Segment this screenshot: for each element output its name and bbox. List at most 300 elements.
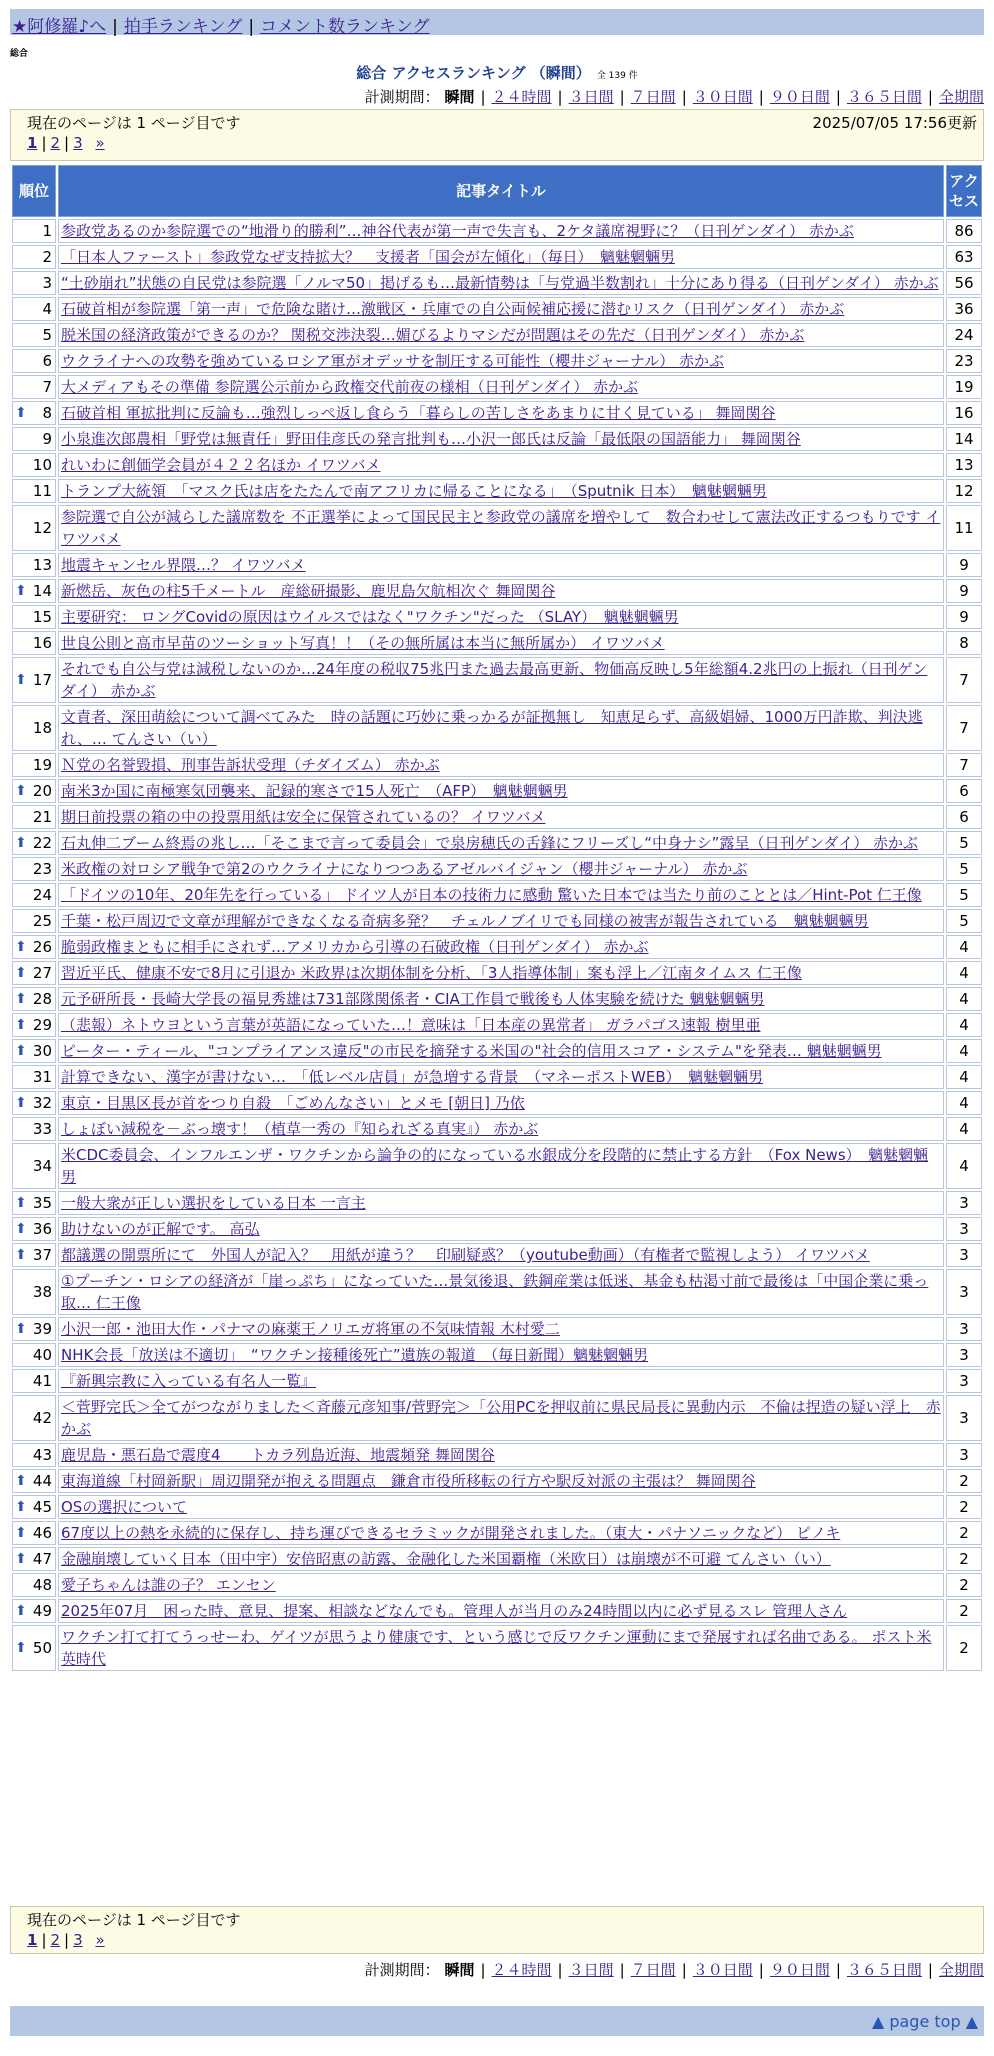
- title-cell: [58, 1625, 944, 1671]
- access-count: 4: [946, 1091, 982, 1115]
- title-cell: [58, 779, 944, 803]
- rank-cell: [12, 1443, 56, 1467]
- pager-page-2-link[interactable]: 2: [50, 1931, 61, 1949]
- article-link[interactable]: ウクライナへの攻勢を強めているロシア軍がオデッサを制圧する可能性（櫻井ジャーナル） 赤かぶ: [61, 352, 724, 370]
- table-row: [12, 961, 982, 985]
- total-count: 全 139 件: [596, 71, 638, 81]
- pager-next-link[interactable]: »: [95, 134, 105, 152]
- period-90d-link[interactable]: ９０日間: [769, 1961, 830, 1979]
- access-count: 9: [946, 605, 982, 629]
- rank-number: 41: [32, 1372, 52, 1390]
- table-row: [12, 349, 982, 373]
- period-30d-link[interactable]: ３０日間: [692, 1961, 753, 1979]
- rank-cell: [12, 1495, 56, 1519]
- table-row: [12, 805, 982, 829]
- access-count: 9: [946, 553, 982, 577]
- table-row: [12, 297, 982, 321]
- article-link[interactable]: 金融崩壊していく日本（田中宇）安倍昭恵の訪露、金融化した米国覇権（米欧日）は崩壊が不可避 てんさい（い）: [61, 1550, 831, 1568]
- rank-number: 47: [32, 1550, 52, 1568]
- rank-cell: [12, 987, 56, 1011]
- rank-up-arrow-icon: ⬆: [15, 1321, 27, 1337]
- rank-number: 10: [32, 456, 52, 474]
- period-90d-link[interactable]: ９０日間: [769, 88, 830, 106]
- article-link[interactable]: れいわに創価学会員が４２２名ほか イワツバメ: [61, 456, 381, 474]
- access-count: 24: [946, 323, 982, 347]
- article-link[interactable]: 都議選の開票所にて 外国人が記入？ 用紙が違う？ 印刷疑惑？（youtube動画）（有権者で監視しよう） イワツバメ: [61, 1246, 870, 1264]
- updated-timestamp: 2025/07/05 17:56更新: [812, 114, 977, 132]
- rank-cell: [12, 1217, 56, 1241]
- rank-number: 44: [32, 1472, 52, 1490]
- access-count: 36: [946, 297, 982, 321]
- access-count: 3: [946, 1217, 982, 1241]
- article-link[interactable]: 一般大衆が正しい選択をしている日本 一言主: [61, 1194, 366, 1212]
- rank-number: 14: [32, 582, 52, 600]
- rank-cell: [12, 1143, 56, 1189]
- title-cell: [58, 401, 944, 425]
- rank-cell: [12, 1395, 56, 1441]
- rank-number: 40: [32, 1346, 52, 1364]
- title-cell: [58, 553, 944, 577]
- title-cell: [58, 1443, 944, 1467]
- table-row: [12, 883, 982, 907]
- rank-up-arrow-icon: ⬆: [15, 672, 27, 688]
- title-cell: [58, 271, 944, 295]
- pager-text: 現在のページは 1 ページ目です: [27, 114, 241, 132]
- article-link[interactable]: 主要研究： ロングCovidの原因はウイルスではなく"ワクチン"だった （SLAY） 魑魅魍魎男: [61, 608, 679, 626]
- access-count: 4: [946, 987, 982, 1011]
- access-count: 5: [946, 909, 982, 933]
- article-link[interactable]: 愛子ちゃんは誰の子？ エンセン: [61, 1576, 276, 1594]
- access-count: 4: [946, 1143, 982, 1189]
- rank-cell: [12, 1317, 56, 1341]
- article-link[interactable]: 東海道線「村岡新駅」周辺開発が抱える問題点 鎌倉市役所移転の行方や駅反対派の主張は？ 舞岡関谷: [61, 1472, 756, 1490]
- table-row: [12, 1469, 982, 1493]
- table-row: [12, 935, 982, 959]
- rank-cell: [12, 1521, 56, 1545]
- period-7d-link[interactable]: ７日間: [630, 88, 676, 106]
- rank-number: 12: [32, 519, 52, 537]
- article-link[interactable]: ＜菅野完氏＞全てがつながりました＜斉藤元彦知事/菅野完＞「公用PCを押収前に県民局長に異動内示 不倫は捏造の疑い浮上 赤かぶ: [61, 1398, 941, 1438]
- article-link[interactable]: 参院選で自公が減らした議席数を 不正選挙によって国民民主と参政党の議席を増やして 数合わせして憲法改正するつもりです イワツバメ: [61, 508, 941, 548]
- access-count: 3: [946, 1269, 982, 1315]
- table-row: [12, 987, 982, 1011]
- access-count: 6: [946, 805, 982, 829]
- pager-page-3-link[interactable]: 3: [73, 134, 83, 152]
- article-link[interactable]: 「ドイツの10年、20年先を行っている」 ドイツ人が日本の技術力に感動 驚いた日本では当たり前のこととは／Hint-Pot 仁王像: [61, 886, 922, 904]
- title-cell: [58, 453, 944, 477]
- article-link[interactable]: NHK会長「放送は不適切」 “ワクチン接種後死亡”遺族の報道 （毎日新聞）魑魅魍魎男: [61, 1346, 649, 1364]
- title-cell: [58, 579, 944, 603]
- rank-cell: [12, 631, 56, 655]
- title-cell: [58, 1317, 944, 1341]
- rank-up-arrow-icon: ⬆: [15, 1640, 27, 1656]
- access-count: 3: [946, 1317, 982, 1341]
- rank-cell: [12, 553, 56, 577]
- period-365d-link[interactable]: ３６５日間: [846, 1961, 922, 1979]
- table-row: [12, 245, 982, 269]
- article-link[interactable]: 脆弱政権まともに相手にされず…アメリカから引導の石破政権（日刊ゲンダイ） 赤かぶ: [61, 938, 649, 956]
- access-count: 16: [946, 401, 982, 425]
- pager-page-3-link[interactable]: 3: [73, 1931, 83, 1949]
- rank-number: 19: [32, 756, 52, 774]
- pager-bottom: [10, 1906, 984, 1954]
- nav-separator: |: [248, 17, 255, 37]
- rank-cell: [12, 909, 56, 933]
- rank-number: 18: [32, 719, 52, 737]
- rank-cell: [12, 831, 56, 855]
- article-link[interactable]: 米CDC委員会、インフルエンザ・ワクチンから論争の的になっている水銀成分を段階的に禁止する方針 （Fox News） 魑魅魍魎男: [61, 1146, 929, 1186]
- table-row: [12, 1317, 982, 1341]
- period-selector-top: 計測期間： 瞬間 | ２４時間 | ３日間 | ７日間 | ３０日間 | ９０日間 | ３６５日間 | 全期間: [364, 88, 984, 106]
- rank-cell: [12, 271, 56, 295]
- article-link[interactable]: 石丸伸二ブーム終焉の兆し…「そこまで言って委員会」で泉房穂氏の舌鋒にフリーズし“中身ナシ”露呈（日刊ゲンダイ） 赤かぶ: [61, 834, 919, 852]
- table-row: [12, 553, 982, 577]
- access-count: 8: [946, 631, 982, 655]
- article-link[interactable]: （悲報）ネトウヨという言葉が英語になっていた…！意味は「日本産の異常者」 ガラパゴス速報 樹里亜: [61, 1016, 761, 1034]
- rank-cell: [12, 427, 56, 451]
- rank-up-arrow-icon: ⬆: [15, 783, 27, 799]
- rank-up-arrow-icon: ⬆: [15, 991, 27, 1007]
- rank-number: 35: [32, 1194, 52, 1212]
- period-current: 瞬間: [444, 88, 475, 106]
- rank-cell: [12, 297, 56, 321]
- title-cell: [58, 427, 944, 451]
- access-count: 23: [946, 349, 982, 373]
- title-cell: [58, 1013, 944, 1037]
- access-count: 7: [946, 657, 982, 703]
- rank-number: 13: [32, 556, 52, 574]
- access-count: 9: [946, 579, 982, 603]
- period-all-link[interactable]: 全期間: [938, 1961, 984, 1979]
- article-link[interactable]: 67度以上の熱を永続的に保存し、持ち運びできるセラミックが開発されました。（東大・パナソニックなど） ピノキ: [61, 1524, 841, 1542]
- article-link[interactable]: 小泉進次郎農相「野党は無責任」野田佳彦氏の発言批判も…小沢一郎氏は反論「最低限の国語能力」 舞岡関谷: [61, 430, 801, 448]
- access-count: 7: [946, 753, 982, 777]
- rank-cell: [12, 1625, 56, 1671]
- article-link[interactable]: 期日前投票の箱の中の投票用紙は安全に保管されているの？ イワツバメ: [61, 808, 546, 826]
- table-row: [12, 1625, 982, 1671]
- table-row: [12, 1269, 982, 1315]
- rank-cell: [12, 1117, 56, 1141]
- table-row: [12, 1443, 982, 1467]
- rank-up-arrow-icon: ⬆: [15, 1473, 27, 1489]
- access-count: 2: [946, 1547, 982, 1571]
- title-cell: [58, 631, 944, 655]
- rank-up-arrow-icon: ⬆: [15, 1095, 27, 1111]
- title-cell: [58, 1191, 944, 1215]
- rank-cell: [12, 705, 56, 751]
- rank-cell: [12, 1369, 56, 1393]
- title-cell: [58, 657, 944, 703]
- access-count: 5: [946, 831, 982, 855]
- pager-current-page[interactable]: 1: [27, 1931, 38, 1949]
- access-count: 6: [946, 779, 982, 803]
- access-count: 2: [946, 1573, 982, 1597]
- table-row: [12, 271, 982, 295]
- rank-cell: [12, 753, 56, 777]
- title-cell: [58, 323, 944, 347]
- rank-number: 37: [32, 1246, 52, 1264]
- article-link[interactable]: 文責者、深田萌絵について調べてみた 時の話題に巧妙に乗っかるが証拠無し 知恵足らず、高級娼婦、1000万円詐欺、判決逃れ、… てんさい（い）: [61, 708, 923, 748]
- rank-number: 30: [32, 1042, 52, 1060]
- table-row: [12, 779, 982, 803]
- table-row: [12, 1065, 982, 1089]
- rank-number: 43: [32, 1446, 52, 1464]
- access-count: 4: [946, 1013, 982, 1037]
- article-link[interactable]: 2025年07月 困った時、意見、提案、相談などなんでも。管理人が当月のみ24時間以内に必ず見るスレ 管理人さん: [61, 1602, 848, 1620]
- article-link[interactable]: Ｎ党の名誉毀損、刑事告訴状受理（チダイズム） 赤かぶ: [61, 756, 440, 774]
- title-cell: [58, 705, 944, 751]
- rank-cell: [12, 1039, 56, 1063]
- table-row: [12, 1091, 982, 1115]
- table-row: [12, 909, 982, 933]
- rank-cell: [12, 1599, 56, 1623]
- article-link[interactable]: 元予研所長・長崎大学長の福見秀雄は731部隊関係者・CIA工作員で戦後も人体実験を続けた 魑魅魍魎男: [61, 990, 765, 1008]
- article-link[interactable]: 南米3か国に南極寒気団襲来、記録的寒さで15人死亡 （AFP） 魑魅魍魎男: [61, 782, 568, 800]
- pager-links: 1 | 2 | 3 »: [27, 134, 105, 152]
- access-count: 4: [946, 961, 982, 985]
- nav-comment-ranking-link[interactable]: コメント数ランキング: [260, 17, 430, 37]
- title-cell: [58, 1495, 944, 1519]
- period-all-link[interactable]: 全期間: [938, 88, 984, 106]
- table-row: [12, 1573, 982, 1597]
- rank-up-arrow-icon: ⬆: [15, 1195, 27, 1211]
- access-count: 56: [946, 271, 982, 295]
- article-link[interactable]: 新燃岳、灰色の柱5千メートル 産総研撮影、鹿児島欠航相次ぐ 舞岡関谷: [61, 582, 556, 600]
- rank-number: 4: [42, 300, 52, 318]
- table-row: [12, 401, 982, 425]
- rank-up-arrow-icon: ⬆: [15, 1247, 27, 1263]
- category-label: 総合: [10, 49, 29, 59]
- rank-up-arrow-icon: ⬆: [15, 583, 27, 599]
- article-link[interactable]: 地震キャンセル界隈…？ イワツバメ: [61, 556, 306, 574]
- period-24h-link[interactable]: ２４時間: [491, 88, 552, 106]
- article-link[interactable]: 千葉・松戸周辺で文章が理解ができなくなる奇病多発？ チェルノブイリでも同様の被害が報告されている 魑魅魍魎男: [61, 912, 869, 930]
- access-count: 3: [946, 1191, 982, 1215]
- rank-number: 36: [32, 1220, 52, 1238]
- access-count: 3: [946, 1369, 982, 1393]
- rank-up-arrow-icon: ⬆: [15, 1221, 27, 1237]
- title-cell: [58, 1091, 944, 1115]
- rank-up-arrow-icon: ⬆: [15, 939, 27, 955]
- title-cell: [58, 935, 944, 959]
- access-count: 3: [946, 1343, 982, 1367]
- article-link[interactable]: 米政権の対ロシア戦争で第2のウクライナになりつつあるアゼルバイジャン（櫻井ジャーナル） 赤かぶ: [61, 860, 748, 878]
- rank-number: 7: [42, 378, 52, 396]
- title-cell: [58, 1469, 944, 1493]
- period-selector-bottom: 計測期間： 瞬間 | ２４時間 | ３日間 | ７日間 | ３０日間 | ９０日間 | ３６５日間 | 全期間: [364, 1961, 984, 1979]
- access-count: 3: [946, 1443, 982, 1467]
- article-link[interactable]: OSの選択について: [61, 1498, 188, 1516]
- article-link[interactable]: ワクチン打て打てうっせーわ、ゲイツが思うより健康です、という感じで反ワクチン運動にまで発展すれば名曲である。 ポスト米英時代: [61, 1628, 932, 1668]
- rank-number: 33: [32, 1120, 52, 1138]
- rank-cell: [12, 401, 56, 425]
- article-link[interactable]: 「日本人ファースト」参政党なぜ支持拡大？ 支援者「国会が左傾化」（毎日） 魑魅魍魎男: [61, 248, 675, 266]
- rank-cell: [12, 805, 56, 829]
- table-row: [12, 219, 982, 243]
- article-link[interactable]: 鹿児島・悪石島で震度4 トカラ列島近海、地震頻発 舞岡関谷: [61, 1446, 495, 1464]
- rank-number: 31: [32, 1068, 52, 1086]
- title-cell: [58, 1369, 944, 1393]
- article-link[interactable]: 助けないのが正解です。 高弘: [61, 1220, 260, 1238]
- period-30d-link[interactable]: ３０日間: [692, 88, 753, 106]
- access-count: 2: [946, 1495, 982, 1519]
- title-cell: [58, 605, 944, 629]
- rank-number: 23: [32, 860, 52, 878]
- article-link[interactable]: 石破首相 軍拡批判に反論も…強烈しっぺ返し食らう「暮らしの苦しさをあまりに甘く見ている」 舞岡関谷: [61, 404, 776, 422]
- rank-number: 25: [32, 912, 52, 930]
- rank-cell: [12, 1343, 56, 1367]
- rank-number: 29: [32, 1016, 52, 1034]
- rank-number: 11: [32, 482, 52, 500]
- article-link[interactable]: ①プーチン・ロシアの経済が「崖っぷち」になっていた…景気後退、鉄鋼産業は低迷、基金も枯渇寸前で最後は「中国企業に乗っ取… 仁王像: [61, 1272, 929, 1312]
- table-row: [12, 1013, 982, 1037]
- table-row: [12, 657, 982, 703]
- rank-cell: [12, 935, 56, 959]
- table-row: [12, 505, 982, 551]
- table-row: [12, 631, 982, 655]
- article-link[interactable]: “土砂崩れ”状態の自民党は参院選「ノルマ50」掲げるも…最新情勢は「与党過半数割れ」十分にあり得る（日刊ゲンダイ） 赤かぶ: [61, 274, 939, 292]
- rank-number: 9: [42, 430, 52, 448]
- rank-number: 46: [32, 1524, 52, 1542]
- table-row: [12, 427, 982, 451]
- rank-up-arrow-icon: ⬆: [15, 1017, 27, 1033]
- page-top-link[interactable]: ▲ page top ▲: [871, 2012, 978, 2031]
- period-365d-link[interactable]: ３６５日間: [846, 88, 922, 106]
- rank-number: 3: [42, 274, 52, 292]
- table-row: [12, 857, 982, 881]
- article-link[interactable]: 大メディアもその準備 参院選公示前から政権交代前夜の様相（日刊ゲンダイ） 赤かぶ: [61, 378, 639, 396]
- table-row: [12, 1547, 982, 1571]
- header-rank: 順位: [12, 165, 56, 217]
- rank-cell: [12, 375, 56, 399]
- rank-number: 48: [32, 1576, 52, 1594]
- access-count: 2: [946, 1521, 982, 1545]
- title-cell: [58, 909, 944, 933]
- rank-up-arrow-icon: ⬆: [15, 1043, 27, 1059]
- rank-cell: [12, 1243, 56, 1267]
- rank-cell: [12, 323, 56, 347]
- article-link[interactable]: 参政党あるのか参院選での“地滑り的勝利”…神谷代表が第一声で失言も、2ケタ議席視野に？（日刊ゲンダイ） 赤かぶ: [61, 222, 854, 240]
- access-count: 2: [946, 1469, 982, 1493]
- page-title: 総合 アクセスランキング （瞬間）: [356, 64, 591, 82]
- rank-number: 20: [32, 782, 52, 800]
- rank-cell: [12, 1573, 56, 1597]
- rank-cell: [12, 1091, 56, 1115]
- title-cell: [58, 505, 944, 551]
- table-row: [12, 831, 982, 855]
- access-count: 4: [946, 935, 982, 959]
- period-3d-link[interactable]: ３日間: [568, 1961, 614, 1979]
- article-link[interactable]: 脱米国の経済政策ができるのか？ 関税交渉決裂…媚びるよりマシだが問題はその先だ（日刊ゲンダイ） 赤かぶ: [61, 326, 805, 344]
- title-cell: [58, 753, 944, 777]
- table-row: [12, 1521, 982, 1545]
- title-cell: [58, 1521, 944, 1545]
- access-count: 5: [946, 857, 982, 881]
- article-link[interactable]: しょぼい減税を－ぶっ壊す！（植草一秀の『知られざる真実』） 赤かぶ: [61, 1120, 539, 1138]
- article-link[interactable]: 小沢一郎・池田大作・パナマの麻薬王ノリエガ将軍の不気味情報 木村愛二: [61, 1320, 560, 1338]
- rank-cell: [12, 349, 56, 373]
- rank-cell: [12, 605, 56, 629]
- article-link[interactable]: トランプ大統領 「マスク氏は店をたたんで南アフリカに帰ることになる」 （Sputnik 日本） 魑魅魍魎男: [61, 482, 767, 500]
- access-count: 3: [946, 1395, 982, 1441]
- table-row: [12, 1143, 982, 1189]
- access-count: 11: [946, 505, 982, 551]
- table-row: [12, 1191, 982, 1215]
- article-link[interactable]: それでも自公与党は減税しないのか…24年度の税収75兆円また過去最高更新、物価高反映し5年総額4.2兆円の上振れ（日刊ゲンダイ） 赤かぶ: [61, 660, 928, 700]
- title-cell: [58, 1143, 944, 1189]
- pager-text: 現在のページは 1 ページ目です: [27, 1911, 241, 1929]
- rank-cell: [12, 1269, 56, 1315]
- rank-number: 15: [32, 608, 52, 626]
- rank-number: 1: [42, 222, 52, 240]
- rank-up-arrow-icon: ⬆: [15, 405, 27, 421]
- article-link[interactable]: 東京・目黒区長が首をつり自殺 「ごめんなさい」とメモ [朝日] 乃依: [61, 1094, 525, 1112]
- article-link[interactable]: 計算できない、漢字が書けない… 「低レベル店員」が急増する背景 （マネーポストWEB） 魑魅魍魎男: [61, 1068, 764, 1086]
- rank-number: 39: [32, 1320, 52, 1338]
- rank-number: 26: [32, 938, 52, 956]
- article-link[interactable]: ピーター・ティール、"コンプライアンス違反"の市民を摘発する米国の"社会的信用スコア・システム"を発表… 魑魅魍魎男: [61, 1042, 882, 1060]
- title-cell: [58, 1573, 944, 1597]
- period-3d-link[interactable]: ３日間: [568, 88, 614, 106]
- period-7d-link[interactable]: ７日間: [630, 1961, 676, 1979]
- article-link[interactable]: 世良公則と高市早苗のツーショット写真！！（その無所属は本当に無所属か） イワツバメ: [61, 634, 665, 652]
- access-count: 7: [946, 705, 982, 751]
- table-row: [12, 579, 982, 603]
- nav-clap-ranking-link[interactable]: 拍手ランキング: [123, 17, 243, 37]
- article-link[interactable]: 石破首相が参院選「第一声」で危険な賭け…激戦区・兵庫での自公両候補応援に潜むリスク（日刊ゲンダイ） 赤かぶ: [61, 300, 845, 318]
- rank-number: 6: [42, 352, 52, 370]
- access-count: 5: [946, 883, 982, 907]
- rank-cell: [12, 883, 56, 907]
- header-access: アクセス: [946, 165, 982, 217]
- table-row: [12, 1599, 982, 1623]
- article-link[interactable]: 『新興宗教に入っている有名人一覧』: [61, 1372, 317, 1390]
- title-cell: [58, 245, 944, 269]
- rank-cell: [12, 219, 56, 243]
- rank-number: 34: [32, 1157, 52, 1175]
- rank-cell: [12, 961, 56, 985]
- period-24h-link[interactable]: ２４時間: [491, 1961, 552, 1979]
- title-cell: [58, 805, 944, 829]
- pager-current-page[interactable]: 1: [27, 134, 38, 152]
- pager-next-link[interactable]: »: [95, 1931, 105, 1949]
- rank-cell: [12, 579, 56, 603]
- rank-cell: [12, 857, 56, 881]
- rank-number: 16: [32, 634, 52, 652]
- table-row: [12, 453, 982, 477]
- table-row: [12, 605, 982, 629]
- access-count: 4: [946, 1117, 982, 1141]
- title-cell: [58, 1065, 944, 1089]
- table-row: [12, 1243, 982, 1267]
- top-nav-bar: [10, 9, 984, 35]
- rank-number: 32: [32, 1094, 52, 1112]
- title-cell: [58, 375, 944, 399]
- rank-up-arrow-icon: ⬆: [15, 1525, 27, 1541]
- table-row: [12, 753, 982, 777]
- access-count: 2: [946, 1599, 982, 1623]
- rank-number: 38: [32, 1283, 52, 1301]
- rank-cell: [12, 1065, 56, 1089]
- table-row: [12, 1495, 982, 1519]
- nav-home-link[interactable]: ★阿修羅♪へ: [12, 17, 107, 37]
- period-current: 瞬間: [444, 1961, 475, 1979]
- title-cell: [58, 857, 944, 881]
- period-label: 計測期間：: [364, 1961, 440, 1979]
- article-link[interactable]: 習近平氏、健康不安で8月に引退か 米政界は次期体制を分析、「3人指導体制」案も浮上／江南タイムス 仁王像: [61, 964, 802, 982]
- rank-up-arrow-icon: ⬆: [15, 835, 27, 851]
- pager-page-2-link[interactable]: 2: [50, 134, 61, 152]
